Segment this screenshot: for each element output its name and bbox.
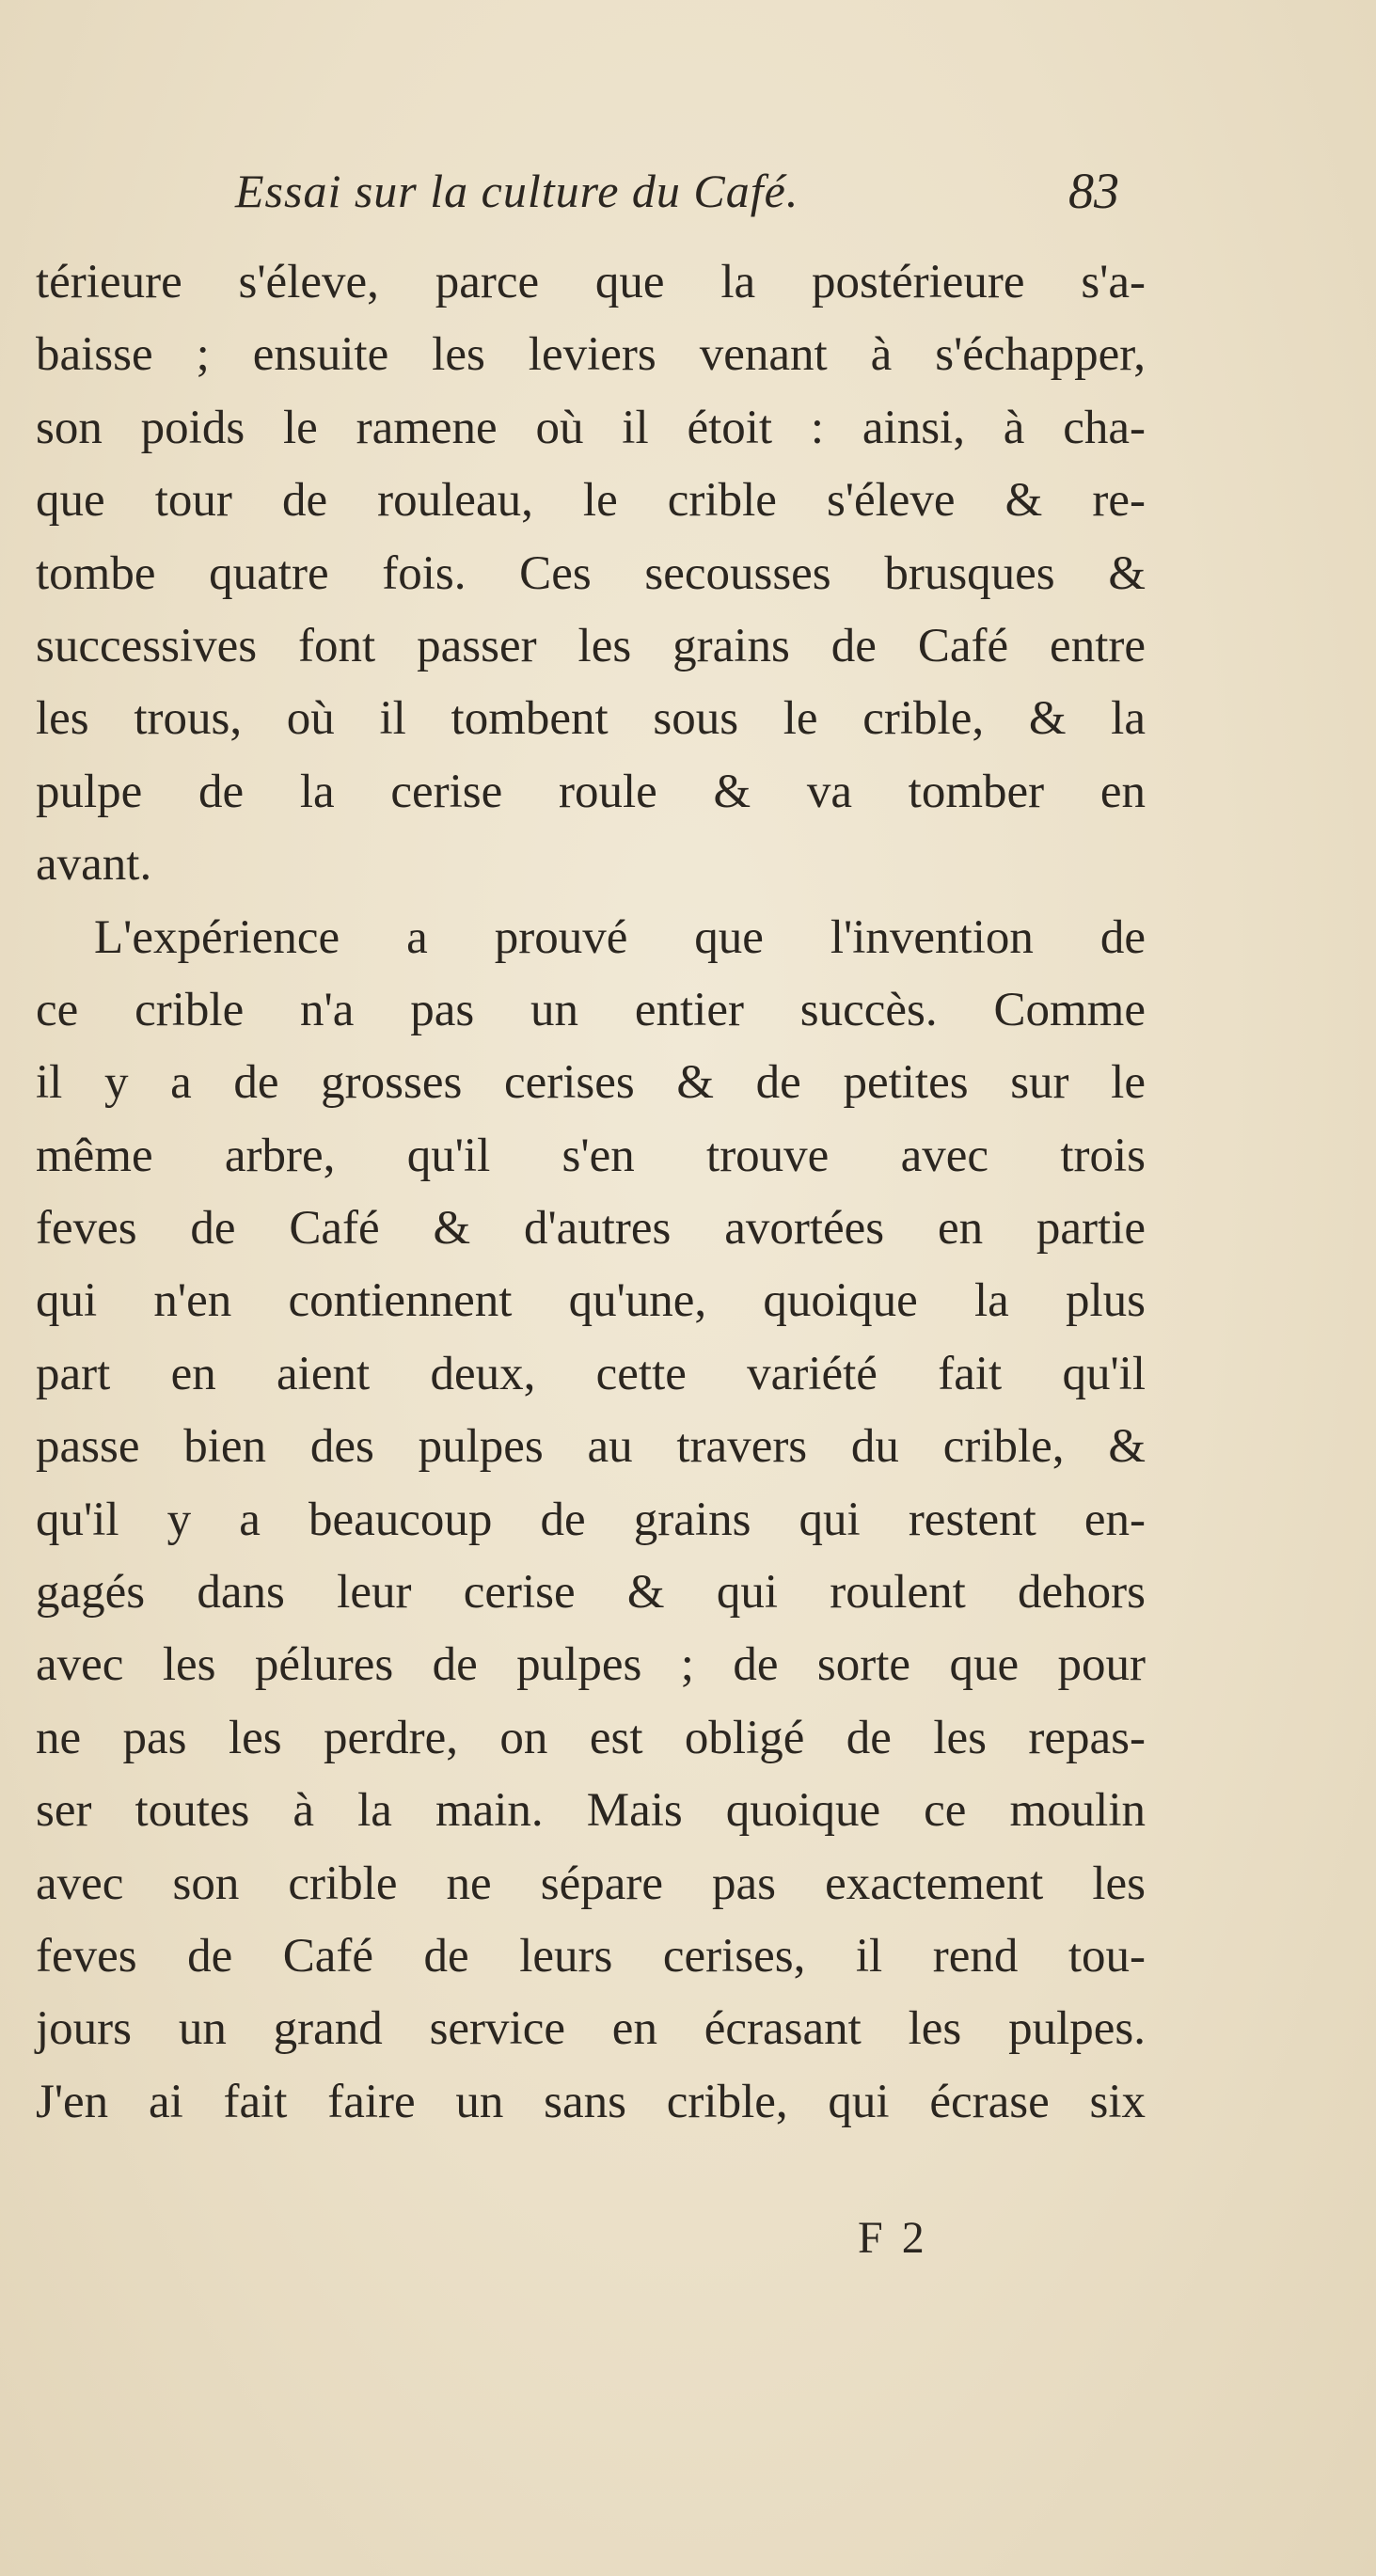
text-line: pulpe de la cerise roule & va tomber en — [36, 765, 1146, 818]
page-number: 83 — [1068, 163, 1119, 219]
text-line: tombe quatre fois. Ces secousses brusques & — [36, 546, 1146, 600]
text-line: successives font passer les grains de Café entre — [36, 619, 1146, 672]
text-line: avec les pélures de pulpes ; de sorte que pour — [36, 1638, 1146, 1692]
running-title: Essai sur la culture du Café. — [235, 165, 799, 217]
signature-mark: F 2 — [858, 2213, 928, 2263]
text-line: ser toutes à la main. Mais quoique ce moulin — [36, 1784, 1146, 1838]
text-line: feves de Café de leurs cerises, il rend tou- — [36, 1929, 1146, 1983]
text-line: passe bien des pulpes au travers du crible, & — [36, 1420, 1146, 1474]
text-line: qu'il y a beaucoup de grains qui restent en- — [36, 1493, 1146, 1546]
text-line: son poids le ramene où il étoit : ainsi, à cha- — [36, 401, 1146, 454]
body-text — [36, 246, 1146, 2139]
text-line: ne pas les perdre, on est obligé de les repas- — [36, 1711, 1146, 1764]
text-line: gagés dans leur cerise & qui roulent dehors — [36, 1566, 1146, 1620]
text-line: part en aient deux, cette variété fait qu'il — [36, 1347, 1146, 1400]
text-line: feves de Café & d'autres avortées en partie — [36, 1202, 1146, 1256]
text-line: L'expérience a prouvé que l'invention de — [94, 910, 1146, 964]
text-line: térieure s'éleve, parce que la postérieure s'a- — [36, 256, 1146, 308]
text-line: que tour de rouleau, le crible s'éleve & re- — [36, 474, 1146, 528]
text-line: avec son crible ne sépare pas exactement les — [36, 1857, 1146, 1910]
text-line: J'en ai fait faire un sans crible, qui écrase six — [36, 2075, 1146, 2128]
text-line: jours un grand service en écrasant les pulpes. — [36, 2002, 1146, 2056]
text-line: baisse ; ensuite les leviers venant à s'échapper, — [36, 328, 1146, 382]
text-line: il y a de grosses cerises & de petites sur le — [36, 1056, 1146, 1110]
text-line: avant. — [36, 838, 152, 892]
text-line: qui n'en contiennent qu'une, quoique la plus — [36, 1274, 1146, 1328]
text-line: ce crible n'a pas un entier succès. Comme — [36, 983, 1146, 1036]
text-line: les trous, où il tombent sous le crible, & la — [36, 692, 1146, 746]
text-line: même arbre, qu'il s'en trouve avec trois — [36, 1129, 1146, 1182]
running-head — [235, 158, 1119, 224]
